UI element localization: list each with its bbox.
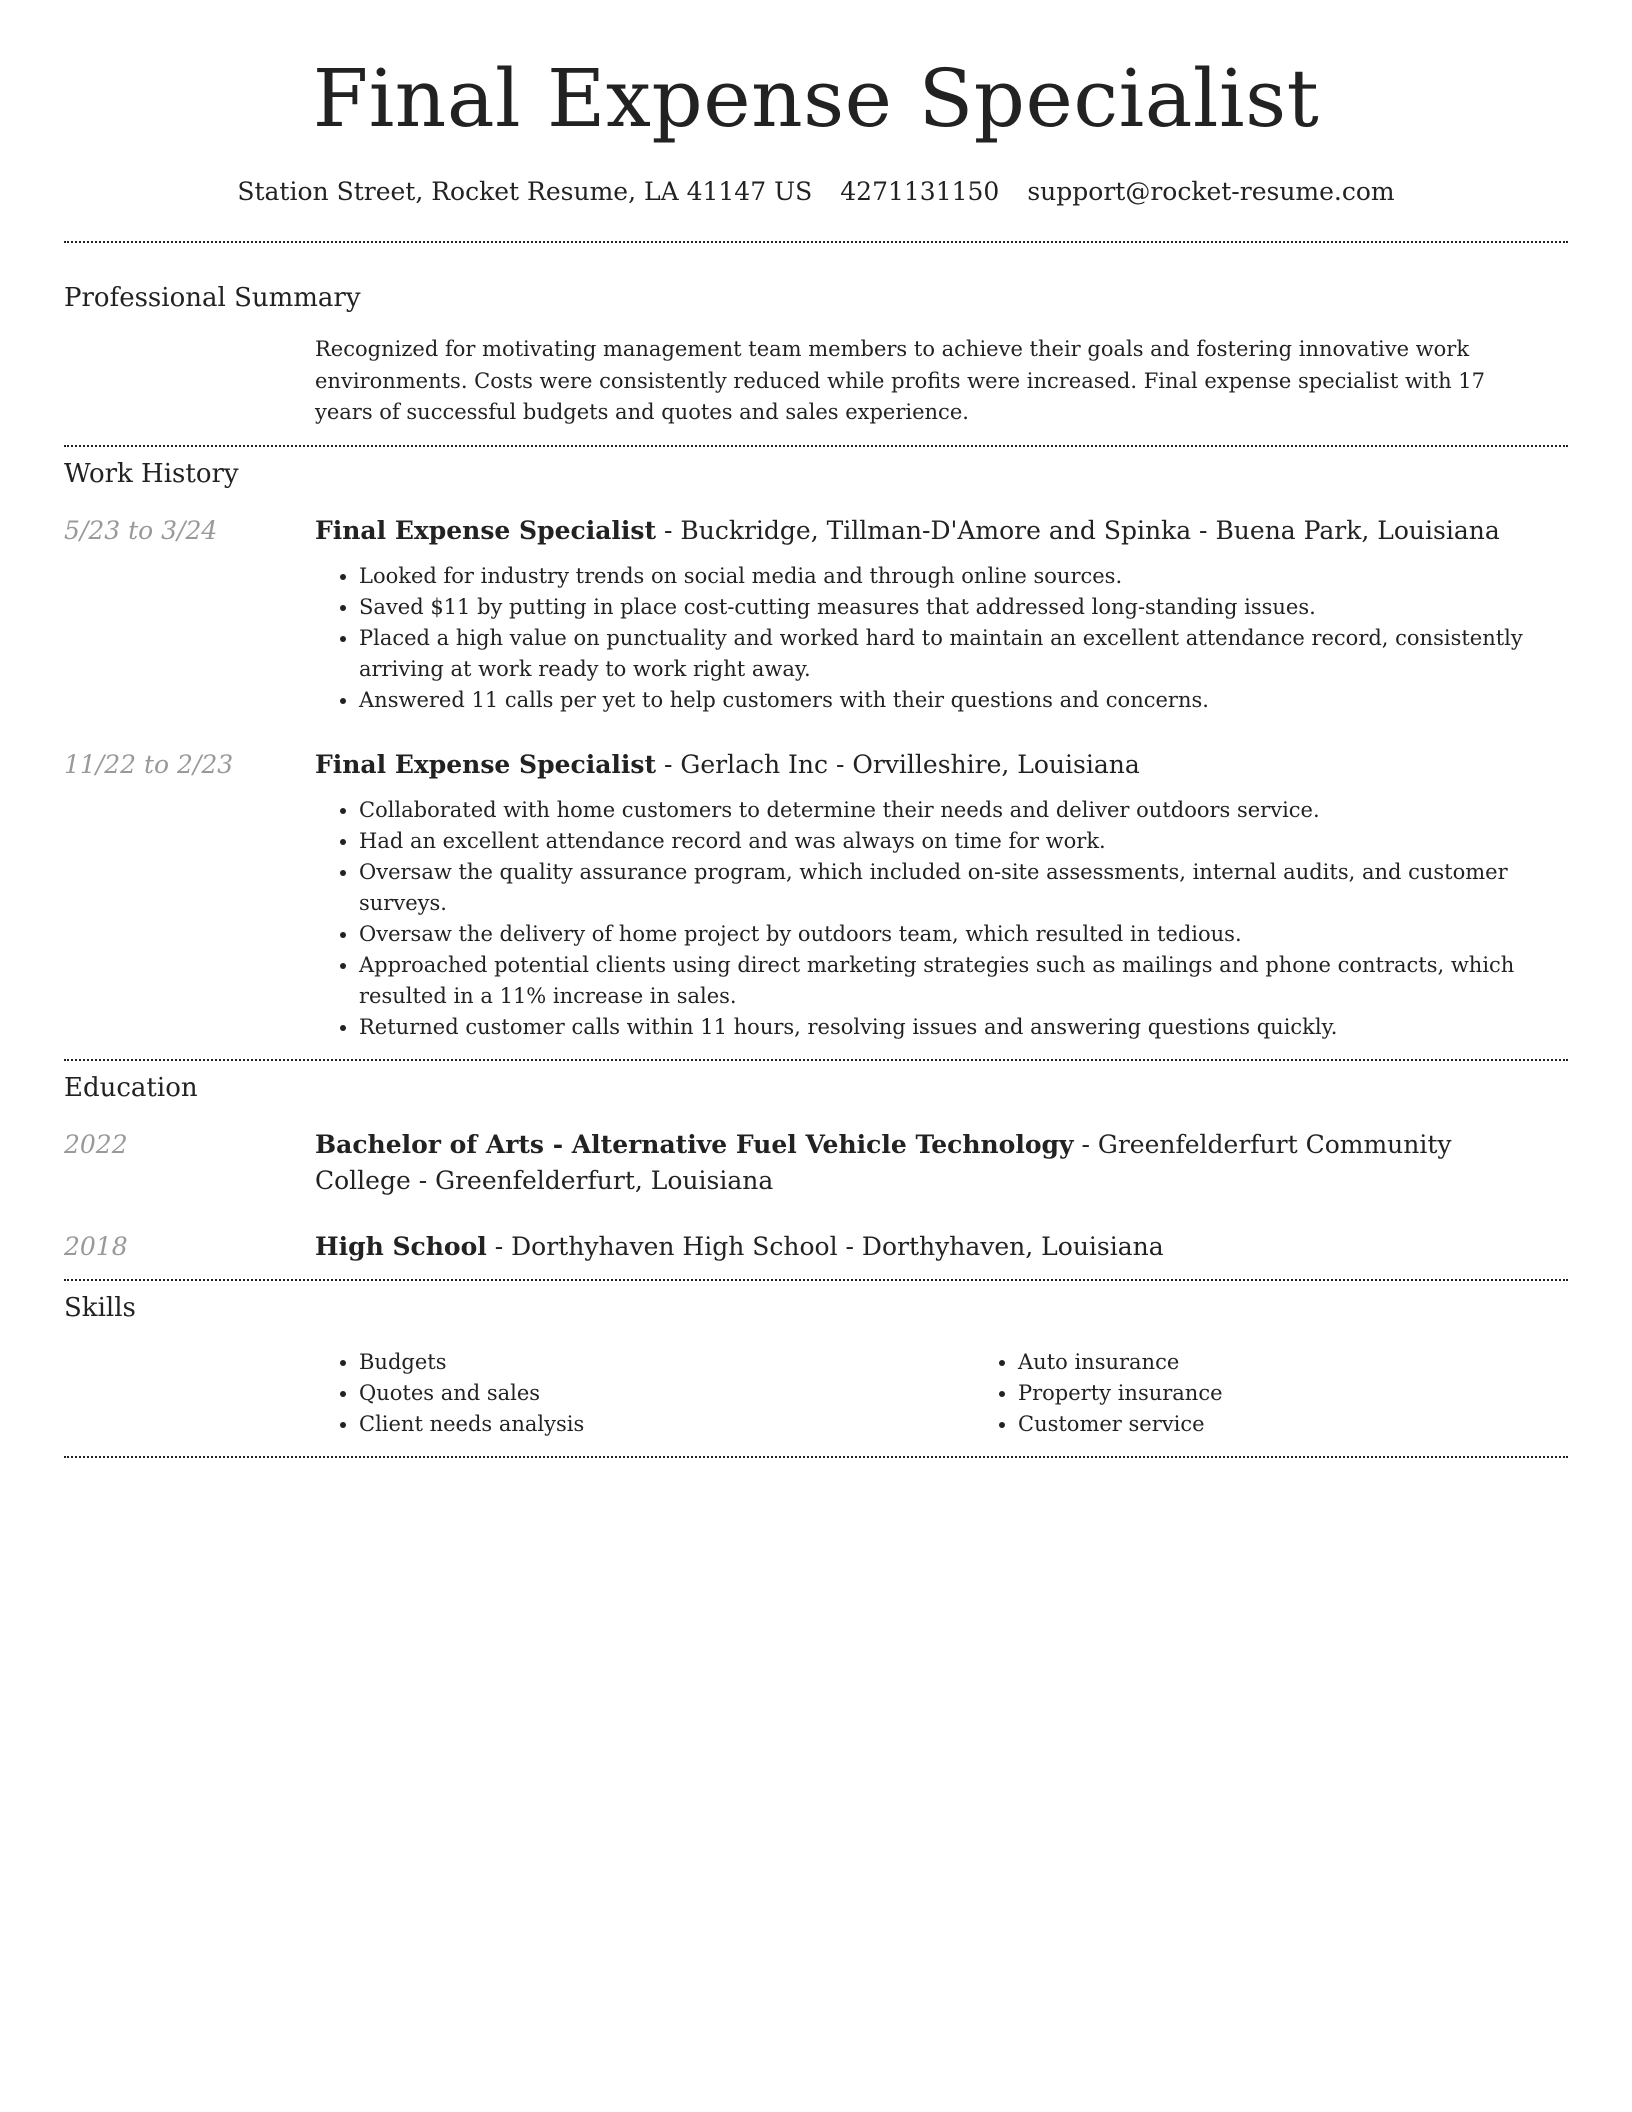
education-details: - Dorthyhaven High School - Dorthyhaven, Louisiana [486,1232,1164,1262]
job-bullet: • Had an excellent attendance record and was always on time for work. [359,826,1568,857]
job-bullet: • Returned customer calls within 11 hours, resolving issues and answering questions quickly. [359,1012,1568,1043]
job-role: Final Expense Specialist [315,515,657,545]
skills-list-right [974,1347,1632,1440]
job-bullet: • Answered 11 calls per yet to help customers with their questions and concerns. [359,685,1568,716]
divider [64,1456,1568,1458]
job-dates: 11/22 to 2/23 [64,749,234,779]
skill-item: • Customer service [1018,1409,1632,1440]
job-bullets [315,561,1568,716]
summary-section [64,243,1568,429]
skill-item: • Budgets [359,1347,974,1378]
job-details: - Gerlach Inc - Orvilleshire, Louisiana [656,749,1140,779]
education-entry [64,1127,1568,1200]
job-bullet: • Oversaw the quality assurance program, which included on-site assessments, internal audits, and customer surveys. [359,857,1568,919]
education-entry [64,1229,1568,1265]
job-bullet: • Placed a high value on punctuality and worked hard to maintain an excellent attendance record, consistently arriving at work ready to work right away. [359,623,1568,685]
education-heading: Education [64,1073,198,1104]
contact-email: support@rocket-resume.com [1027,177,1395,206]
skill-item: • Client needs analysis [359,1409,974,1440]
contact-line [64,177,1568,207]
education-year: 2018 [64,1232,128,1262]
skill-item: • Property insurance [1018,1378,1632,1409]
resume-name: Final Expense Specialist [312,52,1320,145]
education-degree: High School [315,1232,487,1262]
education-details: - Greenfelderfurt Community College - Greenfelderfurt, Louisiana [315,1129,1452,1195]
work-section [64,447,1568,1044]
job-role: Final Expense Specialist [315,749,657,779]
job-bullet: • Collaborated with home customers to determine their needs and deliver outdoors service. [359,795,1568,826]
education-heading-line [315,1229,1568,1265]
job-details: - Buckridge, Tillman-D'Amore and Spinka - Buena Park, Louisiana [656,515,1500,545]
job-entry [64,747,1568,1044]
job-heading [315,513,1568,549]
contact-phone: 4271131150 [840,177,1000,206]
skills-heading: Skills [64,1293,136,1324]
job-bullet: • Looked for industry trends on social media and through online sources. [359,561,1568,592]
job-bullet: • Approached potential clients using direct marketing strategies such as mailings and phone contracts, which resulted in a 11% increase in sales. [359,950,1568,1012]
skill-item: • Quotes and sales [359,1378,974,1409]
contact-address: Station Street, Rocket Resume, LA 41147 US [237,177,813,206]
job-heading [315,747,1568,783]
skills-section [64,1281,1568,1439]
education-year: 2022 [64,1129,128,1159]
skills-list-left [315,1347,974,1440]
summary-heading: Professional Summary [64,283,361,313]
education-section [64,1061,1568,1265]
job-dates: 5/23 to 3/24 [64,515,218,545]
skill-item: • Auto insurance [1018,1347,1632,1378]
education-heading-line [315,1127,1508,1200]
work-heading: Work History [64,458,239,489]
education-degree: Bachelor of Arts - Alternative Fuel Vehicle Technology [315,1129,1074,1159]
job-bullets [315,795,1568,1044]
job-entry [64,513,1568,717]
summary-text: Recognized for motivating management team members to achieve their goals and fostering innovative work environments. Costs were consistently reduced while profits were increased. Final expense specialist with 17 years of successful budgets and quotes and sales experience. [315,337,1486,425]
job-bullet: • Oversaw the delivery of home project by outdoors team, which resulted in tedious. [359,919,1568,950]
job-bullet: • Saved $11 by putting in place cost-cutting measures that addressed long-standing issues. [359,592,1568,623]
